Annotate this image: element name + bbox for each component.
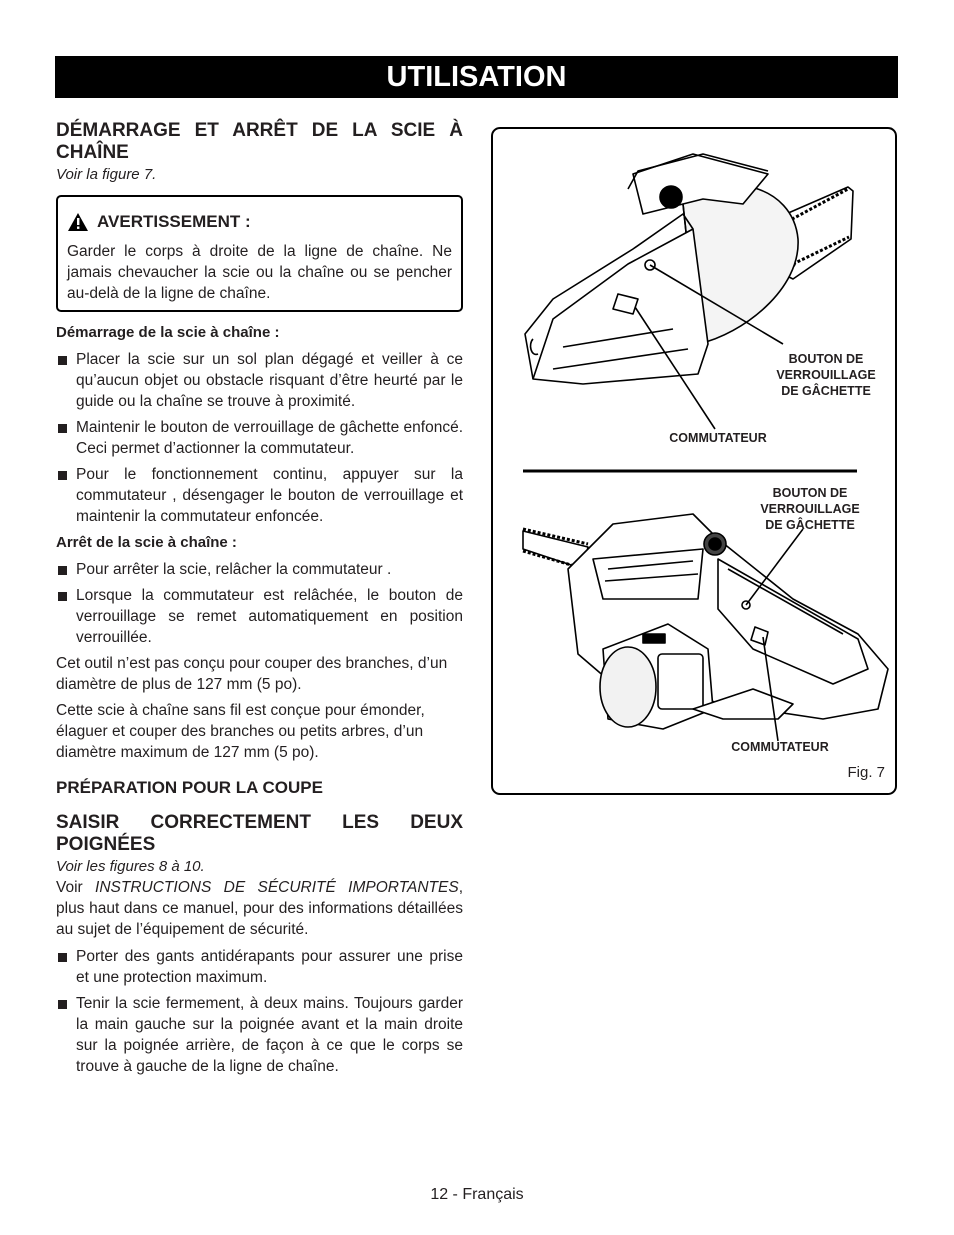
figure-7-box [491, 127, 897, 795]
see-figure-note: Voir la figure 7. [56, 166, 157, 183]
warning-title: AVERTISSEMENT : [97, 212, 251, 231]
safety-reference [56, 877, 463, 940]
callout-lockout-top: BOUTON DE VERROUILLAGE DE GÂCHETTE [776, 352, 876, 398]
warning-box [56, 195, 463, 312]
stop-heading: Arrêt de la scie à chaîne : [56, 534, 237, 551]
warning-triangle-icon [67, 212, 89, 232]
page-footer: 12 - Français [430, 1186, 524, 1203]
callout-switch-bottom: COMMUTATEUR [731, 740, 829, 754]
see-figures-note: Voir les figures 8 à 10. [56, 858, 205, 875]
figure-caption: Fig. 7 [847, 764, 885, 781]
usage-note: Cette scie à chaîne sans fil est conçue pour émonder, élaguer et couper des branches ou petits arbres, d’un diamètre maximum de 127 mm (5 po). [56, 702, 425, 761]
callout-switch-top: COMMUTATEUR [669, 431, 767, 445]
list-item: Porter des gants antidérapants pour assurer une prise et une protection maximum. [56, 946, 463, 988]
intro-suffix: , plus haut dans ce manuel, pour des informations détaillées au sujet de l’équipement de sécurité. [56, 879, 464, 938]
list-item: Maintenir le bouton de verrouillage de gâchette enfoncé. Ceci permet d’actionner la commutateur. [56, 417, 463, 459]
section-title-start-stop: DÉMARRAGE ET ARRÊT DE LA SCIE À CHAÎNE [56, 120, 463, 163]
list-item: Lorsque la commutateur est relâchée, le bouton de verrouillage se remet automatiquement en position verrouillée. [56, 585, 463, 648]
list-item: Pour arrêter la scie, relâcher la commutateur . [56, 559, 463, 580]
intro-italic: INSTRUCTIONS DE SÉCURITÉ IMPORTANTES [95, 879, 459, 896]
list-item: Tenir la scie fermement, à deux mains. Toujours garder la main gauche sur la poignée avant et la main droite sur la poignée arrière, de façon à ce que le corps se trouve à gauche de la ligne de chaîne. [56, 993, 463, 1077]
page-banner: UTILISATION [55, 56, 898, 98]
callout-lockout-bottom: BOUTON DE VERROUILLAGE DE GÂCHETTE [760, 486, 860, 532]
warning-text: Garder le corps à droite de la ligne de chaîne. Ne jamais chevaucher la scie ou la chaîne ou se pencher au-delà de la ligne de chaîne. [67, 243, 452, 302]
warning-header [67, 211, 452, 232]
section-title-preparation: PRÉPARATION POUR LA COUPE [56, 778, 323, 797]
start-heading: Démarrage de la scie à chaîne : [56, 324, 280, 341]
list-item: Pour le fonctionnement continu, appuyer sur la commutateur , désengager le bouton de verrouillage et maintenir la commutateur enfoncée. [56, 464, 463, 527]
start-list [56, 349, 463, 527]
handles-list [56, 946, 463, 1077]
left-column [56, 120, 463, 1082]
diameter-note: Cet outil n’est pas conçu pour couper des branches, d’un diamètre de plus de 127 mm (5 po). [56, 655, 448, 693]
list-item: Placer la scie sur un sol plan dégagé et veiller à ce qu’aucun objet ou obstacle risquant d’être heurté par le guide ou la chaîne se trouve à proximité. [56, 349, 463, 412]
intro-prefix: Voir [56, 879, 96, 896]
chainsaw-illustration [493, 129, 895, 793]
stop-list [56, 559, 463, 648]
section-title-handles: SAISIR CORRECTEMENT LES DEUX POIGNÉES [56, 812, 463, 855]
